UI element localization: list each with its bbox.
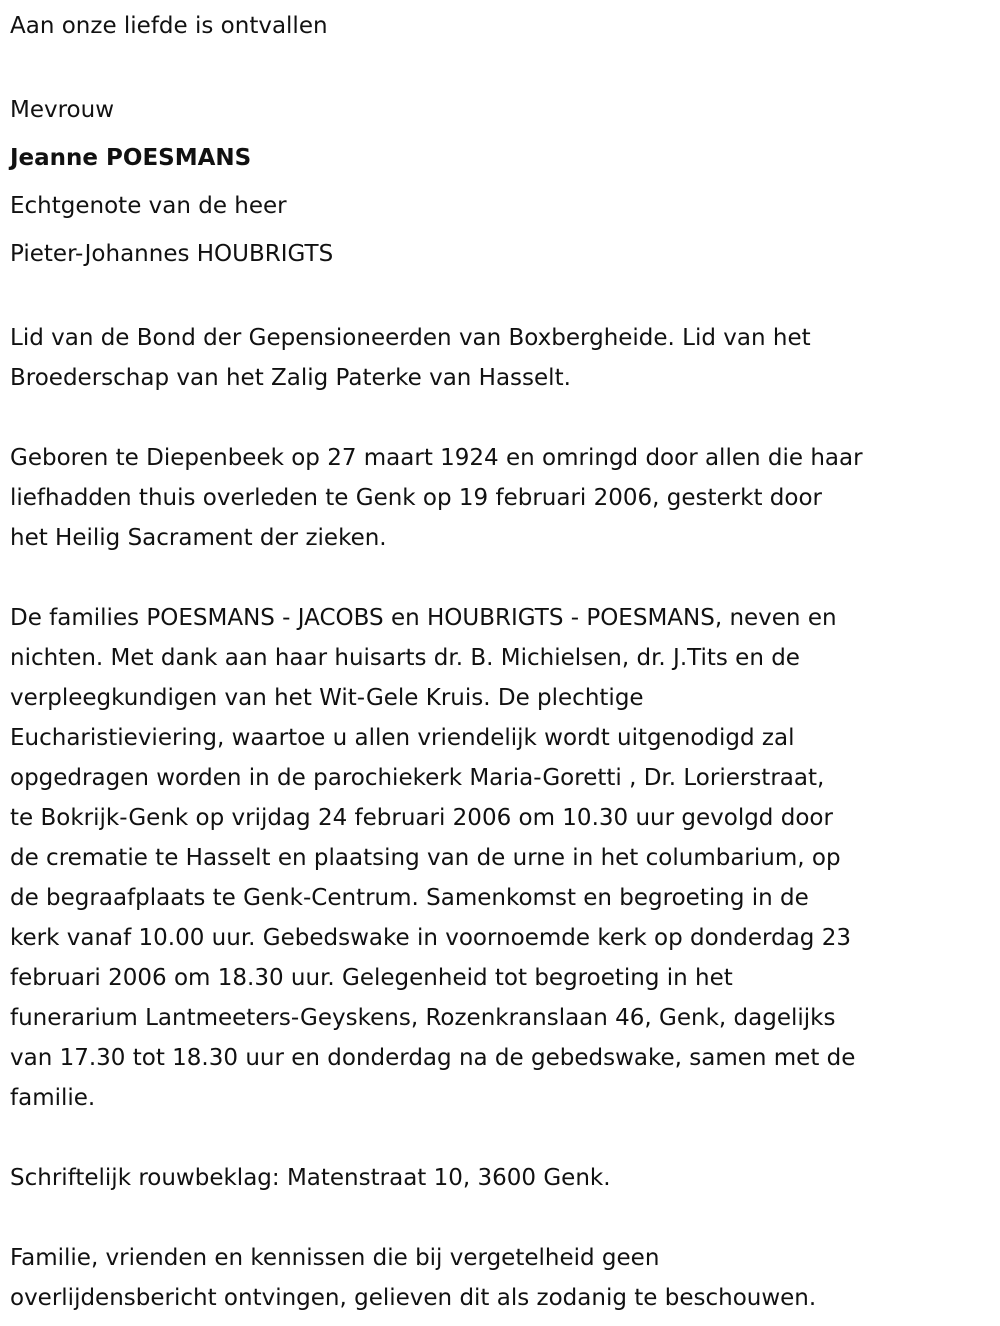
spacer [10, 1198, 990, 1238]
paragraph-line: van 17.30 tot 18.30 uur en donderdag na de gebedswake, samen met de [10, 1045, 856, 1071]
deceased-name: Jeanne POESMANS [10, 145, 252, 171]
closing-paragraph [10, 1238, 990, 1318]
birth-death-paragraph [10, 438, 990, 558]
membership-paragraph [10, 318, 990, 398]
paragraph-line: Eucharistieviering, waartoe u allen vriendelijk wordt uitgenodigd zal [10, 725, 795, 751]
spacer [10, 278, 990, 318]
spacer [10, 46, 990, 86]
paragraph-line: februari 2006 om 18.30 uur. Gelegenheid tot begroeting in het [10, 965, 733, 991]
deceased-heading [10, 86, 990, 278]
address-paragraph [10, 1158, 990, 1198]
intro-line: Aan onze liefde is ontvallen [10, 13, 328, 39]
paragraph-line: het Heilig Sacrament der zieken. [10, 525, 387, 551]
spouse-label: Echtgenote van de heer [10, 193, 287, 219]
title-prefix: Mevrouw [10, 97, 115, 123]
families-paragraph [10, 598, 990, 1118]
paragraph-line: opgedragen worden in de parochiekerk Maria-Goretti , Dr. Lorierstraat, [10, 765, 825, 791]
spacer [10, 558, 990, 598]
paragraph-line: nichten. Met dank aan haar huisarts dr. B. Michielsen, dr. J.Tits en de [10, 645, 800, 671]
paragraph-line: de begraafplaats te Genk-Centrum. Samenkomst en begroeting in de [10, 885, 809, 911]
spacer [10, 1118, 990, 1158]
paragraph-line: Broederschap van het Zalig Paterke van Hasselt. [10, 365, 571, 391]
paragraph-line: funerarium Lantmeeters-Geyskens, Rozenkranslaan 46, Genk, dagelijks [10, 1005, 836, 1031]
paragraph-line: Schriftelijk rouwbeklag: Matenstraat 10, 3600 Genk. [10, 1165, 611, 1191]
paragraph-line: de crematie te Hasselt en plaatsing van de urne in het columbarium, op [10, 845, 841, 871]
paragraph-line: liefhadden thuis overleden te Genk op 19 februari 2006, gesterkt door [10, 485, 822, 511]
paragraph-line: familie. [10, 1085, 96, 1111]
paragraph-line: kerk vanaf 10.00 uur. Gebedswake in voornoemde kerk op donderdag 23 [10, 925, 851, 951]
spacer [10, 398, 990, 438]
paragraph-line: Familie, vrienden en kennissen die bij vergetelheid geen [10, 1245, 660, 1271]
paragraph-line: De families POESMANS - JACOBS en HOUBRIGTS - POESMANS, neven en [10, 605, 837, 631]
paragraph-line: Geboren te Diepenbeek op 27 maart 1924 en omringd door allen die haar [10, 445, 863, 471]
paragraph-line: Lid van de Bond der Gepensioneerden van Boxbergheide. Lid van het [10, 325, 811, 351]
paragraph-line: overlijdensbericht ontvingen, gelieven dit als zodanig te beschouwen. [10, 1285, 817, 1311]
paragraph-line: verpleegkundigen van het Wit-Gele Kruis. De plechtige [10, 685, 644, 711]
spouse-name: Pieter-Johannes HOUBRIGTS [10, 241, 334, 267]
paragraph-line: te Bokrijk-Genk op vrijdag 24 februari 2006 om 10.30 uur gevolgd door [10, 805, 833, 831]
